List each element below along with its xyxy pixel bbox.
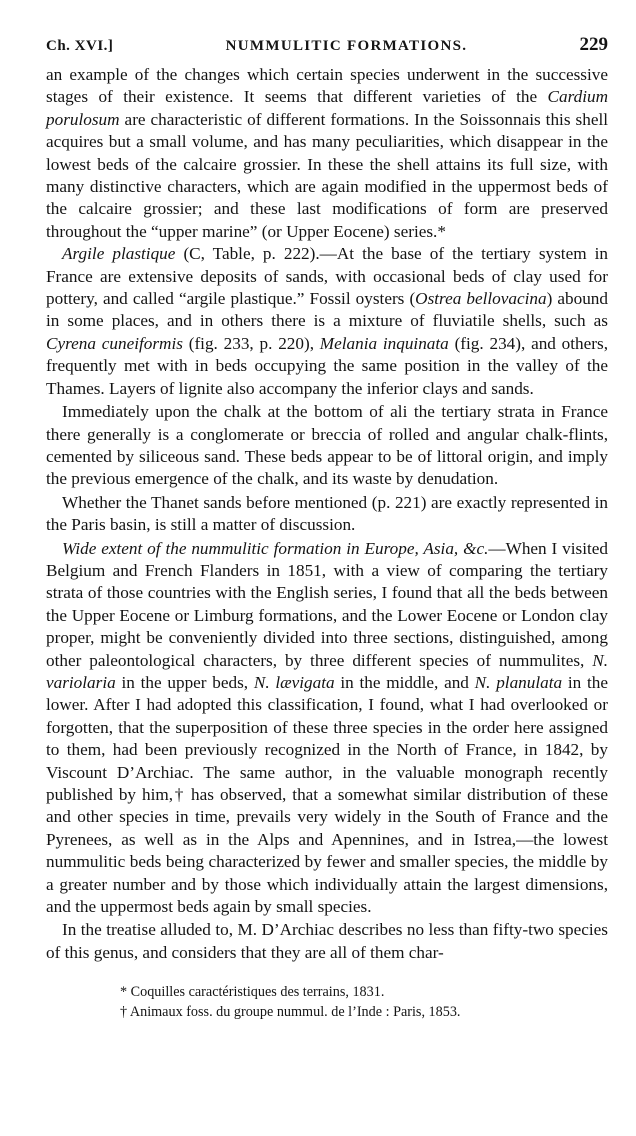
paragraph-2 bbox=[46, 243, 608, 400]
paragraph-6: In the treatise alluded to, M. D’Archiac describes no less than fifty-two species of this genus, and considers that they are all of them char- bbox=[46, 920, 608, 962]
text-run: in the lower. After I had adopted this classification, I found, what I had overlooked or forgotten, that the superposition of these three species in the order here assigned to them, had been previously recognized in the North of France, in 1842, by Viscount D’Archiac. The same author, in the valuable monograph recently published by him,† has observed, that a somewhat similar distribution of these and other species in time, prevails very widely in the South of France and the Pyrenees, as well as in the Alps and Apennines, and in Istrea,—the lowest nummulitic beds being characterized by fewer and smaller species, the middle by a greater number and by those which individually attain the largest dimensions, and the uppermost beds again by small species. bbox=[46, 672, 608, 917]
species-name: Ostrea bellovacina bbox=[415, 289, 547, 309]
species-name: N. variolaria bbox=[46, 650, 608, 692]
text-run: (fig. 234), and others, frequently met with in beds occupying the same position in the valley of the Thames. Layers of lignite also accompany the inferior clays and sands. bbox=[46, 333, 608, 398]
text-run: in the middle, and bbox=[334, 672, 475, 692]
species-name: N. planulata bbox=[474, 672, 563, 692]
text-run: are characteristic of different formations. In the Soissonnais this shell acquires but a small volume, and has many peculiarities, which disappear in the lowest beds of the calcaire grossier. In these the shell attains its full size, with many distinctive characters, which are again modified in the uppermost beds of the calcaire grossier; and these last modifications of form are preserved throughout the “upper marine” (or Upper Eocene) series.* bbox=[46, 109, 608, 241]
text-run: in the upper beds, bbox=[115, 672, 254, 692]
text-run: ) abound in some places, and in others there is a mixture of fluviatile shells, such as bbox=[46, 289, 608, 331]
footnote-2: † Animaux foss. du groupe nummul. de l’Inde : Paris, 1853. bbox=[120, 1004, 461, 1021]
species-name: Melania inquinata bbox=[319, 333, 449, 353]
species-name: N. lævigata bbox=[253, 672, 335, 692]
text-run: an example of the changes which certain species underwent in the successive stages of their existence. It seems that different varieties of the bbox=[46, 65, 608, 107]
text-run: (fig. 233, p. 220), bbox=[182, 333, 320, 353]
section-heading: Wide extent of the nummulitic formation in Europe, Asia, &c. bbox=[62, 538, 489, 558]
species-name: Cyrena cuneiformis bbox=[46, 333, 183, 353]
chapter-label: Ch. XVI.] bbox=[46, 38, 114, 54]
body-text bbox=[46, 64, 608, 964]
running-title: NUMMULITIC FORMATIONS. bbox=[225, 38, 468, 54]
paragraph-5 bbox=[46, 538, 608, 919]
paragraph-1 bbox=[46, 64, 608, 243]
footnotes bbox=[46, 982, 608, 1022]
page-number: 229 bbox=[579, 34, 608, 55]
species-name: Cardium porulosum bbox=[46, 87, 608, 129]
paragraph-3: Immediately upon the chalk at the bottom of ali the tertiary strata in France there generally is a conglomerate or breccia of rolled and angular chalk-flints, cemented by siliceous sand. These beds appear to be of littoral origin, and imply the previous emergence of the chalk, and its waste by denudation. bbox=[46, 402, 608, 489]
footnote-1: * Coquilles caractéristiques des terrains, 1831. bbox=[120, 984, 385, 1001]
text-run: (C, Table, p. 222).—At the base of the tertiary system in France are extensive deposits of sands, with occasional beds of clay used for pottery, and called “argile plastique.” Fossil oysters ( bbox=[46, 244, 608, 309]
running-header bbox=[46, 34, 608, 56]
text-run: —When I visited Belgium and French Flanders in 1851, with a view of comparing the tertiary strata of those countries with the English series, I found that all the beds between the Upper Eocene or Limburg formations, and the Lower Eocene or London clay proper, might be conveniently divided into three sections, distinguished, among other paleontological characters, by three different species of nummulites, bbox=[46, 538, 608, 670]
paragraph-4: Whether the Thanet sands before mentioned (p. 221) are exactly represented in the Paris basin, is still a matter of discussion. bbox=[46, 492, 608, 535]
section-heading: Argile plastique bbox=[62, 244, 176, 264]
